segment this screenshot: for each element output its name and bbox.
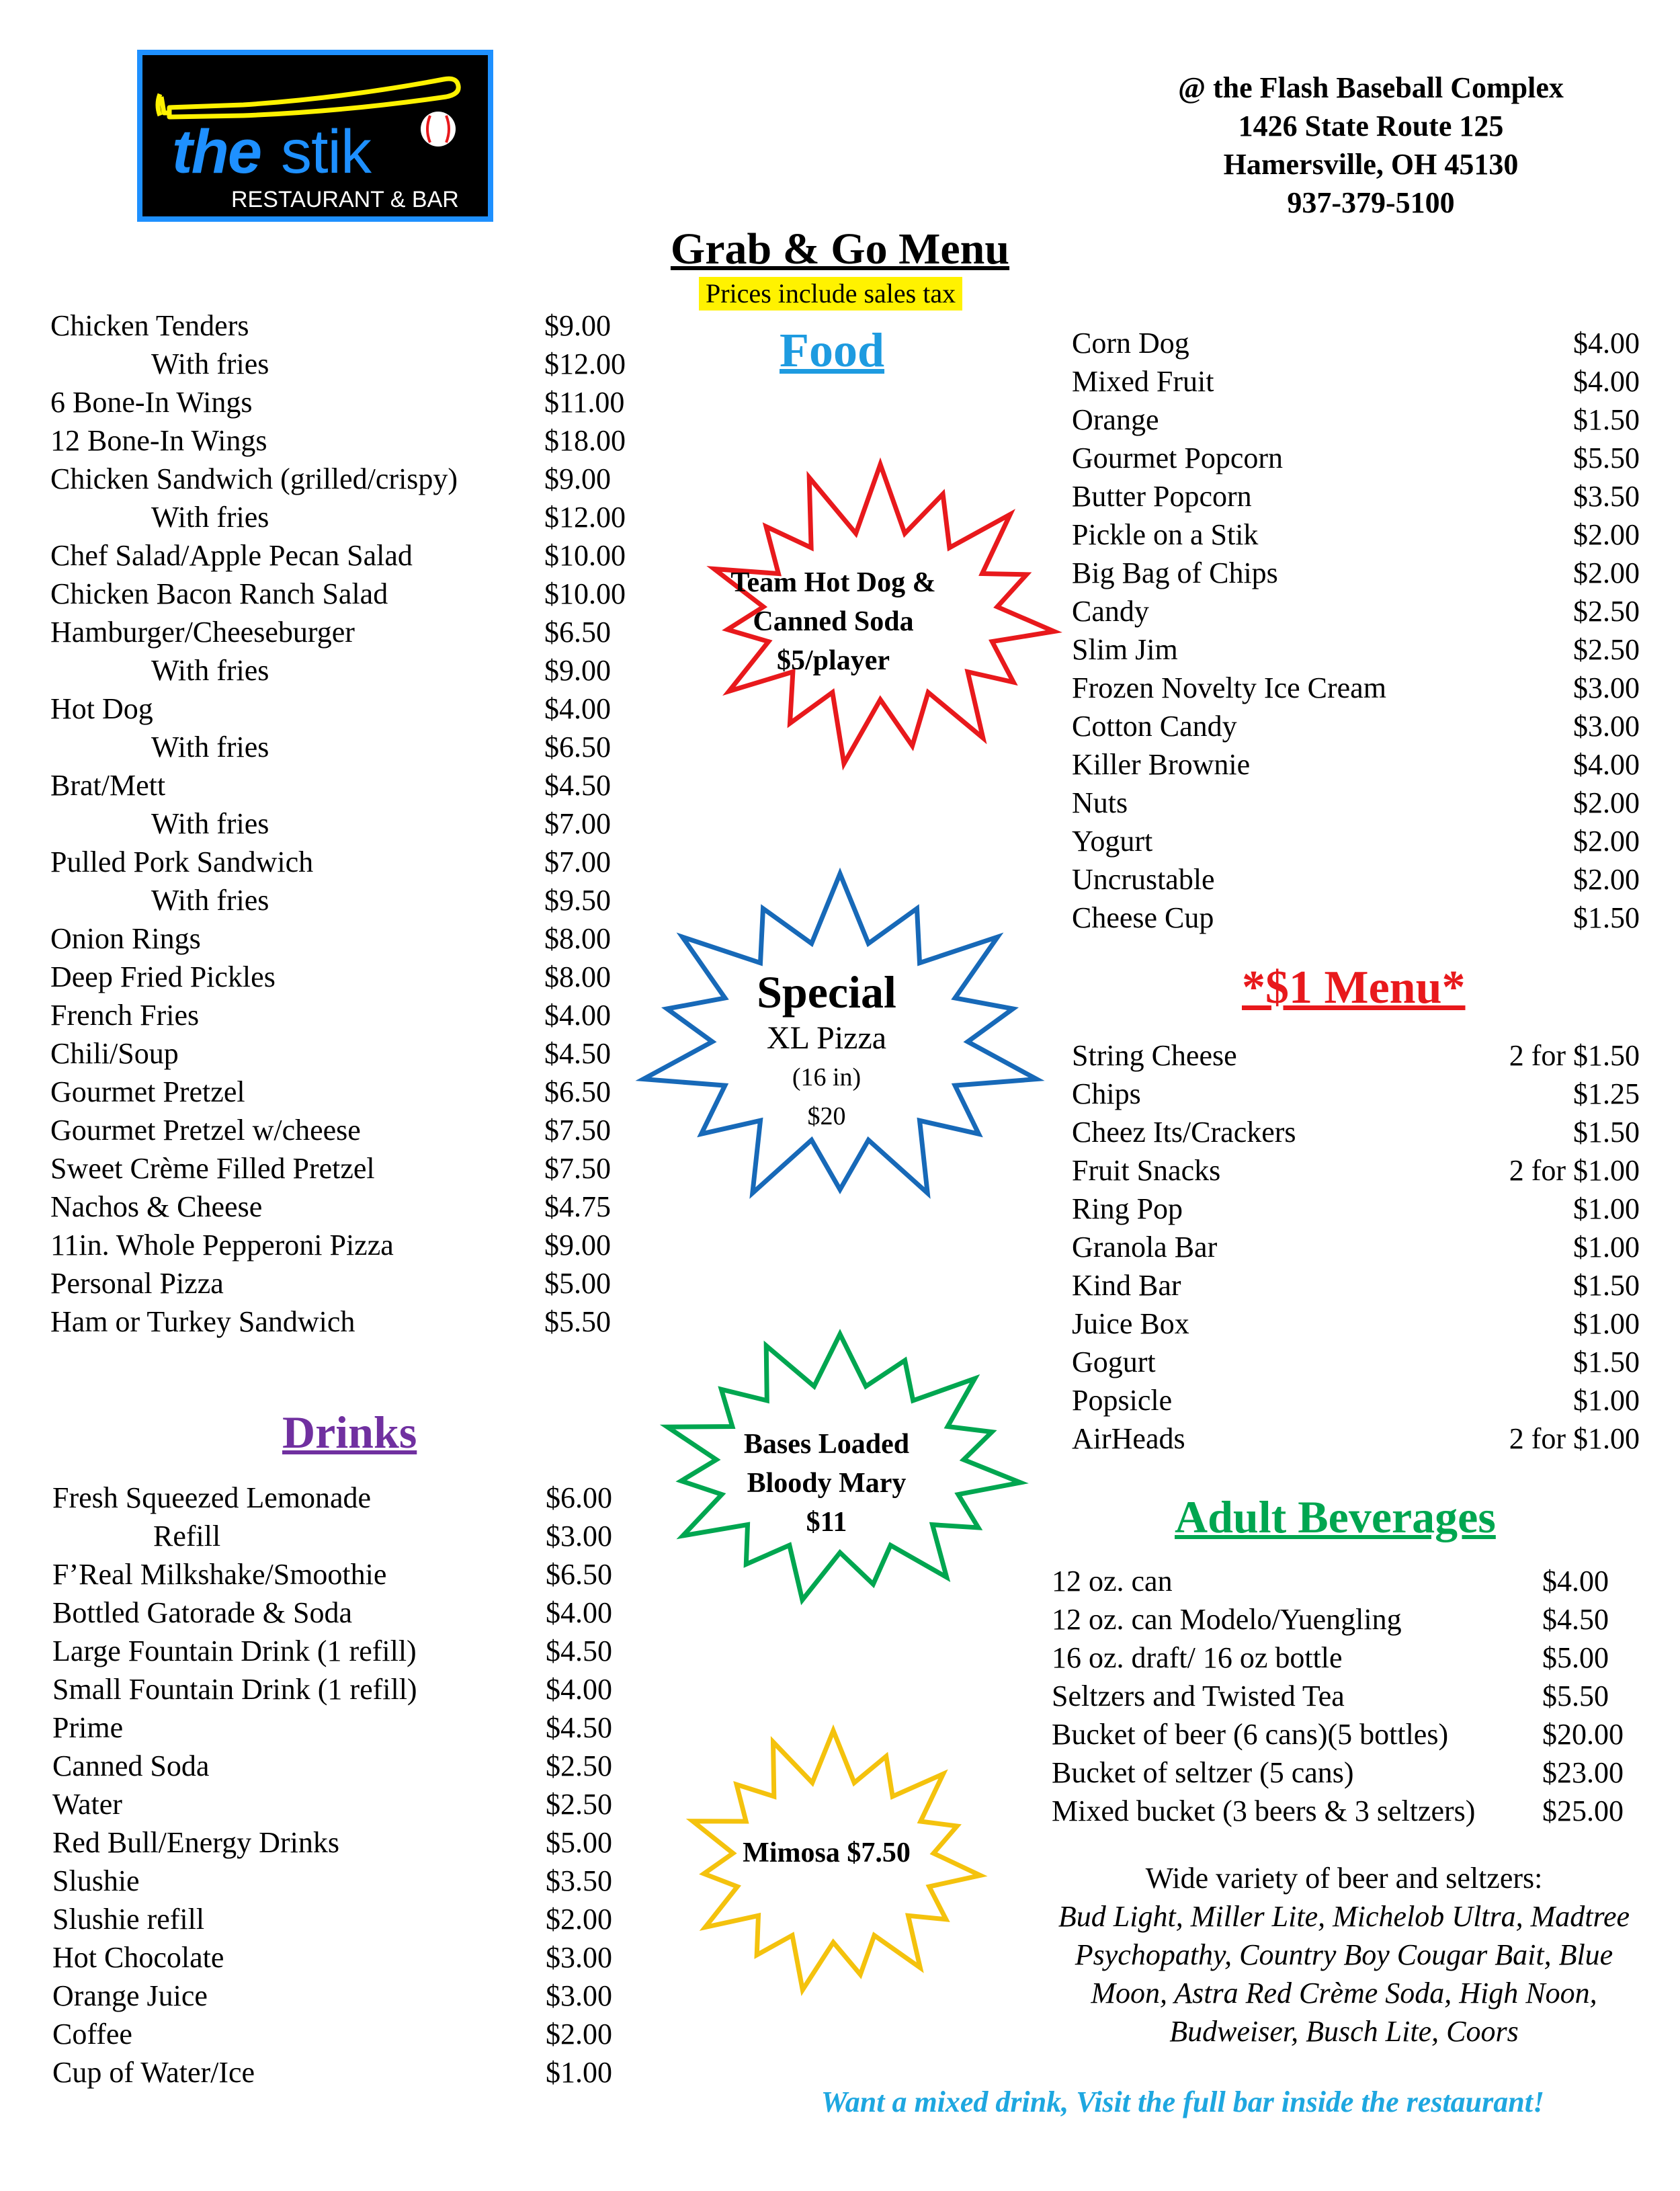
drinks-list <box>52 1479 657 2092</box>
menu-item-price: $4.00 <box>1573 365 1640 398</box>
menu-item-name: 16 oz. draft/ 16 oz bottle <box>1052 1641 1343 1674</box>
menu-item-name: Red Bull/Energy Drinks <box>52 1826 339 1859</box>
menu-item-price: $1.50 <box>1573 403 1640 436</box>
menu-item-price: $3.00 <box>1573 710 1640 743</box>
menu-item <box>1072 707 1640 745</box>
menu-item-name: 6 Bone-In Wings <box>50 386 253 419</box>
food-heading: Food <box>780 323 885 377</box>
pizza-special-name: XL Pizza <box>766 1020 887 1056</box>
menu-item-name: 12 oz. can Modelo/Yuengling <box>1052 1603 1402 1636</box>
menu-item <box>52 1977 657 2015</box>
menu-item <box>50 690 655 728</box>
menu-item-price: $5.00 <box>546 1826 612 1859</box>
menu-item-price: $4.50 <box>546 1711 612 1744</box>
pizza-special-text <box>679 965 974 1136</box>
menu-item <box>50 1073 655 1111</box>
menu-item-price: $4.00 <box>1542 1565 1609 1598</box>
page-title: Grab & Go Menu <box>670 224 1010 274</box>
menu-item <box>52 1823 657 1862</box>
menu-item-name: Cup of Water/Ice <box>52 2056 255 2089</box>
menu-item <box>52 1785 657 1823</box>
menu-item <box>1072 784 1640 822</box>
menu-item-price: $11.00 <box>544 386 625 419</box>
menu-item <box>50 958 655 996</box>
menu-item-price: $12.00 <box>544 347 626 380</box>
menu-item-price: $6.50 <box>544 616 611 649</box>
menu-item <box>50 421 655 460</box>
menu-item-name: Gourmet Pretzel w/cheese <box>50 1114 361 1147</box>
menu-item-price: $4.50 <box>546 1635 612 1667</box>
adult-beverages-list <box>1052 1562 1640 1830</box>
beer-variety-intro: Wide variety of beer and seltzers: <box>1145 1862 1543 1895</box>
menu-item-name: Popsicle <box>1072 1384 1173 1417</box>
bloody-mary-line-2: Bloody Mary <box>747 1468 907 1499</box>
menu-item <box>50 919 655 958</box>
menu-item-name: Prime <box>52 1711 124 1744</box>
menu-item-name: Small Fountain Drink (1 refill) <box>52 1673 417 1706</box>
menu-item-price: $4.00 <box>1573 327 1640 360</box>
menu-item-name: Cheese Cup <box>1072 901 1214 934</box>
adult-beverages-heading: Adult Beverages <box>1175 1491 1496 1542</box>
menu-item-price: $6.50 <box>544 1075 611 1108</box>
menu-item <box>52 1632 657 1670</box>
menu-item <box>52 1938 657 1977</box>
menu-item <box>1072 1266 1640 1305</box>
menu-item-price: $1.00 <box>1573 1231 1640 1264</box>
menu-item-price: $10.00 <box>544 577 626 610</box>
menu-item-price: 2 for $1.00 <box>1509 1422 1640 1455</box>
menu-item-price: $2.50 <box>546 1788 612 1821</box>
menu-item-name: Bucket of beer (6 cans)(5 bottles) <box>1052 1718 1449 1751</box>
bloody-mary-text <box>692 1425 961 1542</box>
menu-item-price: $1.50 <box>1573 1346 1640 1378</box>
menu-item-name: Butter Popcorn <box>1072 480 1252 513</box>
menu-item-name: Candy <box>1072 595 1149 628</box>
menu-item-name: AirHeads <box>1072 1422 1185 1455</box>
mimosa-line: Mimosa $7.50 <box>743 1837 911 1868</box>
menu-item-name: Gourmet Popcorn <box>1072 442 1284 474</box>
menu-item-price: $3.50 <box>546 1864 612 1897</box>
menu-item-name: F’Real Milkshake/Smoothie <box>52 1558 387 1591</box>
dollar-menu-heading: *$1 Menu* <box>1242 962 1466 1014</box>
menu-item-name: Gourmet Pretzel <box>50 1075 245 1108</box>
menu-item-name: Uncrustable <box>1072 863 1215 896</box>
snack-list <box>1072 324 1640 937</box>
team-special-text <box>692 563 974 680</box>
menu-item-price: $8.00 <box>544 922 611 955</box>
menu-item-price: $1.00 <box>546 2056 612 2089</box>
pizza-special-title: Special <box>757 966 896 1018</box>
menu-item-price: $5.00 <box>544 1267 611 1300</box>
phone-number: 937-379-5100 <box>1287 186 1455 219</box>
team-special-price: $5/player <box>777 645 890 676</box>
menu-item <box>1072 1190 1640 1228</box>
menu-item-name: Refill <box>153 1520 221 1553</box>
menu-item <box>1072 822 1640 860</box>
menu-item <box>50 460 655 498</box>
menu-item-price: $4.00 <box>546 1673 612 1706</box>
menu-item <box>1052 1600 1640 1639</box>
menu-item <box>1072 515 1640 554</box>
team-special-line-2: Canned Soda <box>753 606 914 637</box>
menu-item-price: $1.50 <box>1573 901 1640 934</box>
menu-item <box>1072 592 1640 630</box>
menu-item <box>1052 1562 1640 1600</box>
menu-item <box>50 1226 655 1264</box>
menu-item <box>1072 1381 1640 1419</box>
menu-item-name: Pulled Pork Sandwich <box>50 845 314 878</box>
menu-item-price: $6.50 <box>544 731 611 763</box>
menu-item-name: Chicken Tenders <box>50 309 249 342</box>
menu-item-price: $2.00 <box>1573 863 1640 896</box>
drinks-heading: Drinks <box>282 1407 417 1458</box>
menu-item-name: Cheez Its/Crackers <box>1072 1116 1296 1149</box>
menu-item-name: Big Bag of Chips <box>1072 556 1278 589</box>
pizza-special-size: (16 in) <box>792 1063 862 1091</box>
menu-item <box>52 1900 657 1938</box>
menu-item <box>1052 1753 1640 1792</box>
menu-item-name: Canned Soda <box>52 1749 210 1782</box>
menu-item <box>50 498 655 536</box>
menu-item-name: With fries <box>151 347 269 380</box>
menu-item-price: $8.00 <box>544 960 611 993</box>
address-line-3: Hamersville, OH 45130 <box>1223 148 1519 181</box>
menu-item-name: Fresh Squeezed Lemonade <box>52 1481 372 1514</box>
menu-item-name: Orange <box>1072 403 1159 436</box>
menu-item <box>50 728 655 766</box>
menu-item-name: Chili/Soup <box>50 1037 179 1070</box>
menu-item-name: Brat/Mett <box>50 769 166 802</box>
menu-item-name: Granola Bar <box>1072 1231 1218 1264</box>
menu-item-price: $3.00 <box>546 1979 612 2012</box>
menu-item-name: Cotton Candy <box>1072 710 1237 743</box>
menu-item-price: $1.25 <box>1573 1077 1640 1110</box>
menu-item-name: With fries <box>151 807 269 840</box>
bloody-mary-price: $11 <box>806 1507 847 1538</box>
menu-item <box>50 1303 655 1341</box>
menu-item-price: $2.00 <box>546 1903 612 1936</box>
menu-item-price: $3.00 <box>546 1941 612 1974</box>
menu-item-price: $23.00 <box>1542 1756 1624 1789</box>
menu-item <box>1072 401 1640 439</box>
menu-item-name: Bucket of seltzer (5 cans) <box>1052 1756 1354 1789</box>
menu-item <box>1072 669 1640 707</box>
restaurant-logo <box>137 50 493 222</box>
menu-item-price: $6.50 <box>546 1558 612 1591</box>
menu-item <box>1072 1036 1640 1075</box>
menu-item <box>50 1149 655 1188</box>
menu-item-name: Coffee <box>52 2018 132 2051</box>
menu-item-price: $4.50 <box>1542 1603 1609 1636</box>
menu-item-price: $4.00 <box>544 692 611 725</box>
menu-item-name: Fruit Snacks <box>1072 1154 1221 1187</box>
team-special-line-1: Team Hot Dog & <box>730 567 936 598</box>
menu-item-price: $1.50 <box>1573 1269 1640 1302</box>
logo-word-the: the <box>172 118 261 186</box>
menu-item-price: $1.50 <box>1573 1116 1640 1149</box>
menu-item-price: $10.00 <box>544 539 626 572</box>
menu-item-price: $3.50 <box>1573 480 1640 513</box>
menu-item-name: With fries <box>151 654 269 687</box>
menu-item-name: 11in. Whole Pepperoni Pizza <box>50 1229 394 1262</box>
address-line-2: 1426 State Route 125 <box>1238 110 1504 142</box>
menu-item <box>1072 899 1640 937</box>
menu-item-name: Killer Brownie <box>1072 748 1251 781</box>
menu-item <box>50 651 655 690</box>
pizza-special-price: $20 <box>807 1102 846 1130</box>
menu-item <box>52 1479 657 1517</box>
menu-item <box>1072 1151 1640 1190</box>
menu-item-name: Nuts <box>1072 786 1128 819</box>
menu-item <box>50 383 655 421</box>
menu-item-price: $9.00 <box>544 654 611 687</box>
menu-item-price: $4.00 <box>546 1596 612 1629</box>
menu-item-name: Juice Box <box>1072 1307 1189 1340</box>
menu-item-name: Slushie <box>52 1864 140 1897</box>
menu-item-price: 2 for $1.50 <box>1509 1039 1640 1072</box>
menu-item-name: Mixed Fruit <box>1072 365 1214 398</box>
menu-item <box>1072 630 1640 669</box>
menu-item-price: $5.50 <box>1542 1680 1609 1712</box>
menu-item-name: Large Fountain Drink (1 refill) <box>52 1635 417 1667</box>
menu-item <box>1052 1715 1640 1753</box>
menu-item <box>1052 1677 1640 1715</box>
menu-item-price: $4.75 <box>544 1190 611 1223</box>
menu-item <box>1072 1075 1640 1113</box>
menu-item <box>50 1034 655 1073</box>
menu-item-price: $9.00 <box>544 1229 611 1262</box>
menu-item <box>1072 324 1640 362</box>
menu-item <box>52 1747 657 1785</box>
menu-item-name: Nachos & Cheese <box>50 1190 263 1223</box>
menu-item-name: Water <box>52 1788 122 1821</box>
menu-item <box>52 1517 657 1555</box>
menu-item <box>50 804 655 843</box>
menu-item <box>50 613 655 651</box>
menu-item <box>50 575 655 613</box>
menu-item-price: $2.00 <box>1573 825 1640 858</box>
menu-item <box>1072 860 1640 899</box>
menu-item-price: $9.00 <box>544 309 611 342</box>
menu-item <box>1072 477 1640 515</box>
dollar-menu-list <box>1072 1036 1640 1458</box>
beer-variety-block <box>1048 1859 1640 2062</box>
food-list <box>50 306 655 1341</box>
menu-item-name: Mixed bucket (3 beers & 3 seltzers) <box>1052 1794 1476 1827</box>
menu-item-name: Gogurt <box>1072 1346 1156 1378</box>
menu-item <box>1072 1113 1640 1151</box>
menu-item <box>1072 1305 1640 1343</box>
menu-item <box>52 2053 657 2092</box>
menu-item-price: $18.00 <box>544 424 626 457</box>
menu-item-price: $7.00 <box>544 807 611 840</box>
menu-item-name: Deep Fried Pickles <box>50 960 276 993</box>
menu-item-name: Pickle on a Stik <box>1072 518 1259 551</box>
menu-item <box>1072 554 1640 592</box>
menu-item-price: $6.00 <box>546 1481 612 1514</box>
menu-item-name: Corn Dog <box>1072 327 1189 360</box>
menu-item <box>50 1188 655 1226</box>
mimosa-text <box>706 1833 948 1872</box>
bloody-mary-line-1: Bases Loaded <box>743 1429 910 1460</box>
menu-item-name: Kind Bar <box>1072 1269 1181 1302</box>
address-line-1: @ the Flash Baseball Complex <box>1178 71 1564 104</box>
menu-item <box>50 345 655 383</box>
menu-item <box>52 1708 657 1747</box>
menu-item <box>1072 439 1640 477</box>
menu-item <box>52 1594 657 1632</box>
menu-item-price: $9.50 <box>544 884 611 917</box>
menu-item-price: $12.00 <box>544 501 626 534</box>
menu-item-name: Yogurt <box>1072 825 1153 858</box>
menu-item-price: $25.00 <box>1542 1794 1624 1827</box>
menu-item-price: $7.00 <box>544 845 611 878</box>
menu-item-price: $3.00 <box>546 1520 612 1553</box>
menu-item <box>50 1111 655 1149</box>
menu-item-price: $4.00 <box>1573 748 1640 781</box>
menu-item-name: With fries <box>151 501 269 534</box>
menu-item <box>1072 362 1640 401</box>
menu-item-name: Chicken Sandwich (grilled/crispy) <box>50 462 458 495</box>
menu-item <box>50 881 655 919</box>
menu-item <box>1072 745 1640 784</box>
menu-item-price: $2.00 <box>1573 556 1640 589</box>
menu-item <box>50 766 655 804</box>
menu-item <box>52 1555 657 1594</box>
menu-item-price: $4.50 <box>544 769 611 802</box>
menu-item-name: String Cheese <box>1072 1039 1237 1072</box>
menu-item-name: With fries <box>151 731 269 763</box>
menu-item-name: Slushie refill <box>52 1903 205 1936</box>
menu-item <box>52 2015 657 2053</box>
menu-item-name: Sweet Crème Filled Pretzel <box>50 1152 375 1185</box>
menu-item-name: 12 Bone-In Wings <box>50 424 267 457</box>
menu-item <box>1052 1639 1640 1677</box>
menu-item <box>50 996 655 1034</box>
menu-item-name: Chicken Bacon Ranch Salad <box>50 577 388 610</box>
menu-item <box>50 306 655 345</box>
menu-item-price: $9.00 <box>544 462 611 495</box>
menu-item <box>50 536 655 575</box>
menu-item-name: Chef Salad/Apple Pecan Salad <box>50 539 413 572</box>
menu-item-price: $2.50 <box>1573 633 1640 666</box>
menu-item <box>52 1670 657 1708</box>
menu-item-price: $20.00 <box>1542 1718 1624 1751</box>
menu-item-name: Orange Juice <box>52 1979 208 2012</box>
menu-item <box>1052 1792 1640 1830</box>
address-block <box>1102 69 1640 222</box>
menu-item-name: With fries <box>151 884 269 917</box>
menu-item-name: Chips <box>1072 1077 1141 1110</box>
menu-item-name: Seltzers and Twisted Tea <box>1052 1680 1345 1712</box>
menu-item-name: Onion Rings <box>50 922 201 955</box>
menu-item <box>1072 1419 1640 1458</box>
menu-item-price: 2 for $1.00 <box>1509 1154 1640 1187</box>
menu-item-name: Hot Dog <box>50 692 153 725</box>
menu-item-price: $4.00 <box>544 999 611 1032</box>
menu-item-name: Frozen Novelty Ice Cream <box>1072 671 1386 704</box>
menu-item-name: Ring Pop <box>1072 1192 1183 1225</box>
tax-note: Prices include sales tax <box>699 277 962 311</box>
menu-item-price: $2.50 <box>546 1749 612 1782</box>
menu-item-name: Personal Pizza <box>50 1267 224 1300</box>
menu-item-price: $3.00 <box>1573 671 1640 704</box>
menu-item-price: $2.00 <box>1573 786 1640 819</box>
menu-item-price: $1.00 <box>1573 1384 1640 1417</box>
menu-item-price: $2.00 <box>546 2018 612 2051</box>
menu-item-name: Slim Jim <box>1072 633 1178 666</box>
beer-variety-names: Bud Light, Miller Lite, Michelob Ultra, Madtree Psychopathy, Country Boy Cougar Bait, Blue Moon, Astra Red Crème Soda, High Noon, Budweiser, Busch Lite, Coors <box>1058 1900 1630 2048</box>
logo-word-stik: stik <box>281 118 371 186</box>
menu-item <box>1072 1228 1640 1266</box>
menu-item <box>1072 1343 1640 1381</box>
menu-item-name: French Fries <box>50 999 200 1032</box>
menu-item-name: Ham or Turkey Sandwich <box>50 1305 355 1338</box>
menu-item-price: $5.00 <box>1542 1641 1609 1674</box>
logo-subtitle: RESTAURANT & BAR <box>231 187 459 212</box>
menu-item-price: $5.50 <box>1573 442 1640 474</box>
menu-item <box>50 1264 655 1303</box>
menu-item <box>50 843 655 881</box>
menu-item-name: 12 oz. can <box>1052 1565 1173 1598</box>
footer-note: Want a mixed drink, Visit the full bar inside the restaurant! <box>821 2085 1545 2118</box>
menu-item <box>52 1862 657 1900</box>
menu-item-price: $1.00 <box>1573 1192 1640 1225</box>
menu-item-price: $2.50 <box>1573 595 1640 628</box>
menu-item-price: $4.50 <box>544 1037 611 1070</box>
menu-item-price: $7.50 <box>544 1152 611 1185</box>
menu-item-price: $7.50 <box>544 1114 611 1147</box>
menu-item-name: Hot Chocolate <box>52 1941 224 1974</box>
menu-item-price: $2.00 <box>1573 518 1640 551</box>
menu-item-name: Hamburger/Cheeseburger <box>50 616 355 649</box>
menu-item-price: $5.50 <box>544 1305 611 1338</box>
menu-item-price: $1.00 <box>1573 1307 1640 1340</box>
menu-item-name: Bottled Gatorade & Soda <box>52 1596 353 1629</box>
